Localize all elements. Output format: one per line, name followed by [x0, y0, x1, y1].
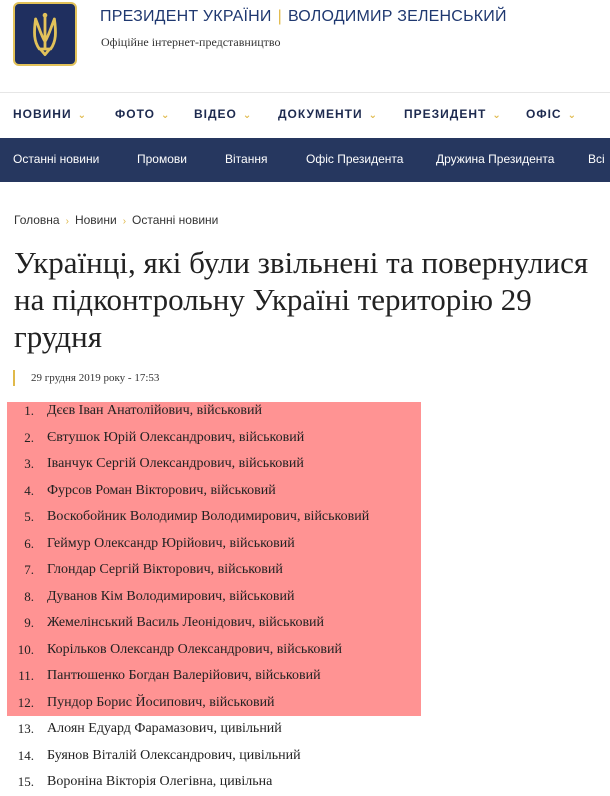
list-number: 8.: [24, 588, 34, 604]
main-nav: [0, 92, 610, 137]
subnav-all[interactable]: Всі: [588, 152, 605, 166]
list-text: Вороніна Вікторія Олегівна, цивільна: [47, 774, 273, 789]
site-title[interactable]: [100, 8, 507, 26]
list-number: 4.: [24, 482, 34, 498]
list-number: 1.: [24, 403, 34, 418]
nav-item-label: ОФІС: [526, 107, 562, 121]
list-number: 7.: [24, 562, 34, 577]
trident-logo-icon[interactable]: [13, 2, 77, 66]
list-number: 14.: [17, 747, 34, 763]
list-text: Пантюшенко Богдан Валерійович, військовий: [47, 668, 321, 683]
list-text: Пундор Борис Йосипович, військовий: [47, 694, 275, 710]
list-text: Євтушок Юрій Олександрович, військовий: [47, 429, 305, 445]
list-number: 12.: [17, 694, 34, 710]
subnav-speeches[interactable]: Промови: [137, 152, 187, 166]
list-text: Воскобойник Володимир Володимирович, військовий: [47, 509, 370, 524]
breadcrumb: [14, 213, 218, 227]
list-text: Глондар Сергій Вікторович, військовий: [47, 562, 283, 577]
list-text: Алоян Едуард Фарамазович, цивільний: [47, 721, 282, 736]
article-date: 29 грудня 2019 року - 17:53: [13, 370, 159, 386]
chevron-down-icon: ⌄: [368, 110, 378, 121]
list-text: Іванчук Сергій Олександрович, військовий: [47, 456, 304, 471]
site-subtitle: Офіційне інтернет-представництво: [101, 35, 281, 49]
list-number: 9.: [24, 615, 34, 630]
site-header: [0, 0, 610, 90]
chevron-down-icon: ⌄: [160, 110, 171, 121]
subnav-office[interactable]: Офіс Президента: [306, 152, 404, 166]
chevron-down-icon: ⌄: [77, 110, 87, 121]
breadcrumb-latest[interactable]: Останні новини: [132, 213, 219, 227]
nav-item-label: ПРЕЗИДЕНТ: [404, 107, 487, 121]
article-title: Українці, які були звільнені та повернулися на підконтрольну Україні територію 29 грудня: [14, 245, 589, 354]
subnav-latest-news[interactable]: Останні новини: [13, 152, 100, 166]
nav-item-office[interactable]: [526, 107, 577, 121]
breadcrumb-home[interactable]: Головна: [14, 213, 60, 227]
list-number: 13.: [17, 721, 34, 736]
list-number: 2.: [24, 429, 34, 445]
list-number: 15.: [17, 774, 34, 789]
list-number: 3.: [24, 456, 34, 471]
list-text: Дєєв Іван Анатолійович, військовий: [47, 403, 262, 418]
list-number: 10.: [17, 641, 34, 657]
nav-item-president[interactable]: [404, 107, 502, 121]
chevron-down-icon: ⌄: [492, 110, 502, 121]
nav-item-label: ДОКУМЕНТИ: [278, 107, 363, 121]
list-text: Жемелінський Василь Леонідович, військовий: [47, 615, 325, 630]
nav-item-photo[interactable]: [115, 107, 170, 121]
list-number: 6.: [24, 535, 34, 551]
list-text: Корільков Олександр Олександрович, військовий: [47, 641, 342, 657]
nav-item-label: НОВИНИ: [13, 107, 72, 121]
sub-nav: [0, 138, 610, 182]
nav-item-video[interactable]: [194, 107, 252, 121]
chevron-down-icon: ⌄: [242, 110, 253, 121]
chevron-right-icon: ›: [65, 216, 69, 227]
list-text: Дуванов Кім Володимирович, військовий: [47, 588, 295, 604]
nav-item-label: ВІДЕО: [194, 107, 237, 121]
list-text: Фурсов Роман Вікторович, військовий: [47, 482, 276, 498]
list-text: Геймур Олександр Юрійович, військовий: [47, 535, 295, 551]
site-title-name: ВОЛОДИМИР ЗЕЛЕНСЬКИЙ: [287, 8, 507, 25]
list-number: 11.: [18, 668, 34, 683]
breadcrumb-news[interactable]: Новини: [74, 213, 117, 227]
chevron-right-icon: ›: [122, 216, 127, 227]
subnav-first-lady[interactable]: Дружина Президента: [436, 152, 555, 166]
subnav-greetings[interactable]: Вітання: [225, 152, 268, 166]
nav-item-label: ФОТО: [115, 107, 155, 121]
nav-item-documents[interactable]: [278, 107, 378, 121]
title-separator: |: [277, 8, 282, 25]
list-text: Буянов Віталій Олександрович, цивільний: [47, 747, 301, 763]
nav-item-news[interactable]: [13, 107, 87, 121]
list-number: 5.: [24, 509, 34, 524]
chevron-down-icon: ⌄: [567, 110, 577, 121]
site-title-president: ПРЕЗИДЕНТ УКРАЇНИ: [100, 8, 272, 25]
